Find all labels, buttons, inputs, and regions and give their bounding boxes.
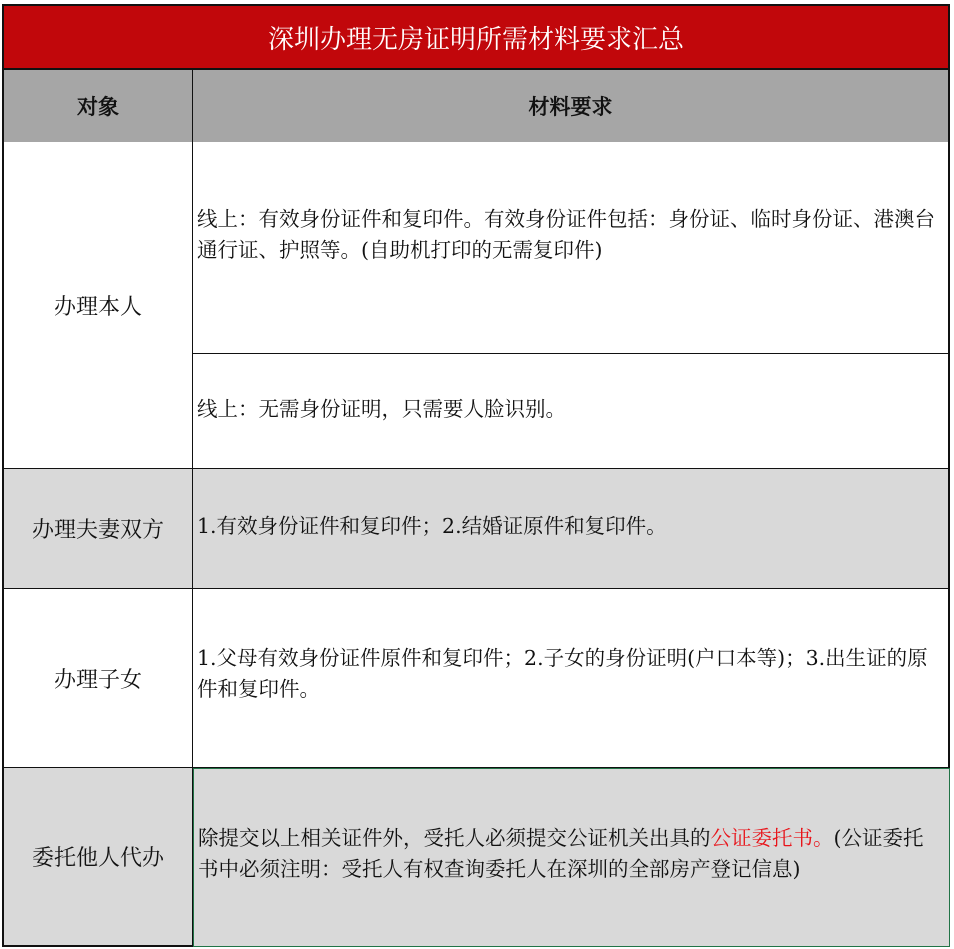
requirement-proxy[interactable] xyxy=(193,768,950,947)
highlight-notarized-power: 公证委托书。 xyxy=(710,825,834,850)
requirement-self-online xyxy=(193,142,950,354)
requirement-text: 线上：有效身份证件和复印件。有效身份证件包括：身份证、临时身份证、港澳台通行证、护照等。(自助机打印的无需复印件) xyxy=(197,206,935,262)
requirement-text: 1.有效身份证件和复印件；2.结婚证原件和复印件。 xyxy=(197,514,667,538)
requirement-text: 1.父母有效身份证件原件和复印件；2.子女的身份证明(户口本等)；3.出生证的原件和复印件。 xyxy=(197,646,928,701)
requirement-self-online-2 xyxy=(193,354,950,469)
requirement-text: 除提交以上相关证件外，受托人必须提交公证机关出具的公证委托书。(公证委托书中必须注明：受托人有权查询委托人在深圳的全部房产登记信息) xyxy=(198,825,924,881)
requirement-couple xyxy=(193,469,950,589)
subject-couple: 办理夫妻双方 xyxy=(2,469,193,589)
header-object: 对象 xyxy=(2,70,193,142)
subject-proxy: 委托他人代办 xyxy=(2,768,193,947)
subject-children: 办理子女 xyxy=(2,589,193,768)
table-title: 深圳办理无房证明所需材料要求汇总 xyxy=(2,4,950,70)
requirement-text: 线上：无需身份证明，只需要人脸识别。 xyxy=(197,396,566,421)
subject-self: 办理本人 xyxy=(2,142,193,469)
requirement-children xyxy=(193,589,950,768)
header-requirement: 材料要求 xyxy=(193,70,950,142)
